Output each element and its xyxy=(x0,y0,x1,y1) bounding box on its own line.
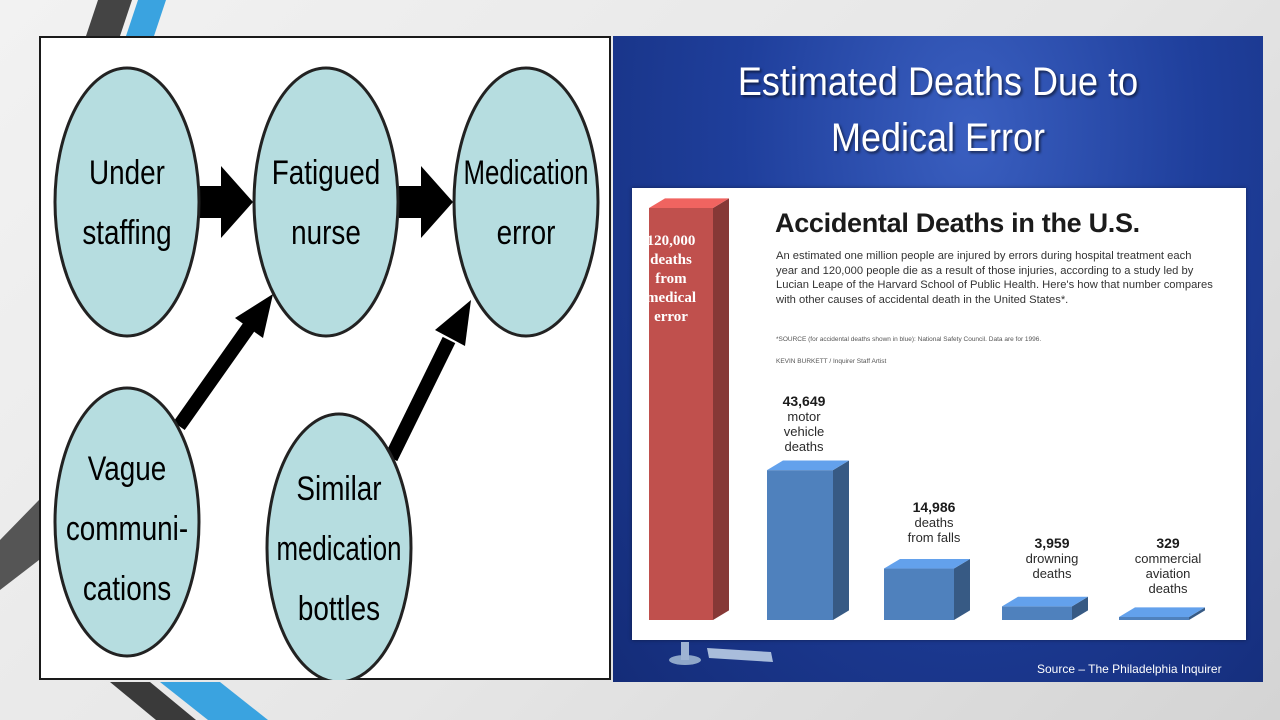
bar-front xyxy=(1002,606,1072,620)
top-blue-stripe xyxy=(126,0,166,36)
bar-front xyxy=(1119,617,1189,620)
bar-side xyxy=(954,559,970,620)
cause-diagram xyxy=(41,38,611,680)
bar-category-label: deaths xyxy=(914,515,954,530)
bar-category-label: vehicle xyxy=(783,424,825,439)
bar-category-label: medical xyxy=(646,290,696,306)
graphic-footnote: *SOURCE (for accidental deaths shown in blue): National Safety Council. Data are for 1996. xyxy=(776,336,1042,343)
bar xyxy=(1002,597,1088,620)
bar-value-label: 120,000 xyxy=(646,233,696,249)
arrow-fatigued-to-medication xyxy=(399,166,453,238)
graphic-description: An estimated one million people are injured by errors during hospital treatment each year and 120,000 people die as a result of those injuries, according to a study led by Lucian Leape of the Harvard School of Public Health. Here's how that number compares with other causes of accidental death in the United States*. xyxy=(776,250,1213,306)
bar-category-label: motor xyxy=(787,409,821,424)
node-under-staffing xyxy=(55,68,199,336)
bar-category-label: deaths xyxy=(784,439,824,454)
node-fatigued-nurse xyxy=(254,68,398,336)
bar-label-falls xyxy=(884,500,984,545)
node-text: medication xyxy=(276,530,402,568)
node-text: staffing xyxy=(82,213,172,252)
chart-base-decoration xyxy=(663,638,793,668)
bar-label-drowning xyxy=(1002,536,1102,581)
bar-label-aviation xyxy=(1108,536,1228,596)
slide-title-line-2: Medical Error xyxy=(830,116,1046,160)
bar-category-label: commercial xyxy=(1134,551,1202,566)
node-text: error xyxy=(496,213,556,252)
node-text: bottles xyxy=(297,589,381,628)
node-text: Similar xyxy=(296,469,382,508)
bar-category-label: deaths xyxy=(1148,581,1188,596)
node-vague-communications xyxy=(55,388,199,656)
bar-value-label: 43,649 xyxy=(782,393,826,409)
node-text: Under xyxy=(89,153,165,192)
bar-front xyxy=(884,569,954,620)
bar xyxy=(767,461,849,620)
bar-category-label: deaths xyxy=(1032,566,1072,581)
arrow-similar-to-medication xyxy=(391,300,471,458)
bar-side xyxy=(713,198,729,620)
slide-title-line-1: Estimated Deaths Due to xyxy=(737,60,1139,104)
left-dark-stripe xyxy=(0,500,39,590)
node-text: Vague xyxy=(87,449,167,488)
bar-value-label: 14,986 xyxy=(912,499,956,515)
cause-diagram-panel xyxy=(39,36,611,680)
chart-slide-panel xyxy=(613,36,1263,682)
bar-label-motor-vehicle xyxy=(754,394,854,454)
bar-front xyxy=(767,470,833,620)
bar-category-label: from falls xyxy=(907,530,961,545)
node-text: Medication xyxy=(463,154,589,192)
top-dark-stripe xyxy=(86,0,132,36)
node-similar-medication-bottles xyxy=(267,414,411,680)
bar-category-label: deaths xyxy=(650,252,692,268)
node-text: nurse xyxy=(291,213,361,252)
arrow-vague-to-fatigued xyxy=(179,294,273,426)
bar-category-label: drowning xyxy=(1025,551,1079,566)
highlight-bar-label xyxy=(632,232,710,327)
node-text: communi- xyxy=(65,509,189,548)
bar xyxy=(1119,607,1205,620)
node-text: Fatigued xyxy=(271,153,381,192)
bar-category-label: from xyxy=(655,271,687,287)
bar xyxy=(884,559,970,620)
node-medication-error xyxy=(454,68,598,336)
slide-source: Source – The Philadelphia Inquirer xyxy=(1037,662,1222,676)
bar-category-label: aviation xyxy=(1145,566,1191,581)
newspaper-graphic xyxy=(632,188,1246,640)
arrow-understaffing-to-fatigued xyxy=(199,166,253,238)
bar-category-label: error xyxy=(654,309,688,325)
graphic-headline: Accidental Deaths in the U.S. xyxy=(775,208,1140,238)
bar-side xyxy=(833,461,849,620)
graphic-credit: KEVIN BURKETT / Inquirer Staff Artist xyxy=(776,358,887,365)
slide-title xyxy=(646,54,1231,166)
bar-value-label: 3,959 xyxy=(1034,535,1070,551)
bar-value-label: 329 xyxy=(1156,535,1180,551)
node-text: cations xyxy=(82,569,172,608)
